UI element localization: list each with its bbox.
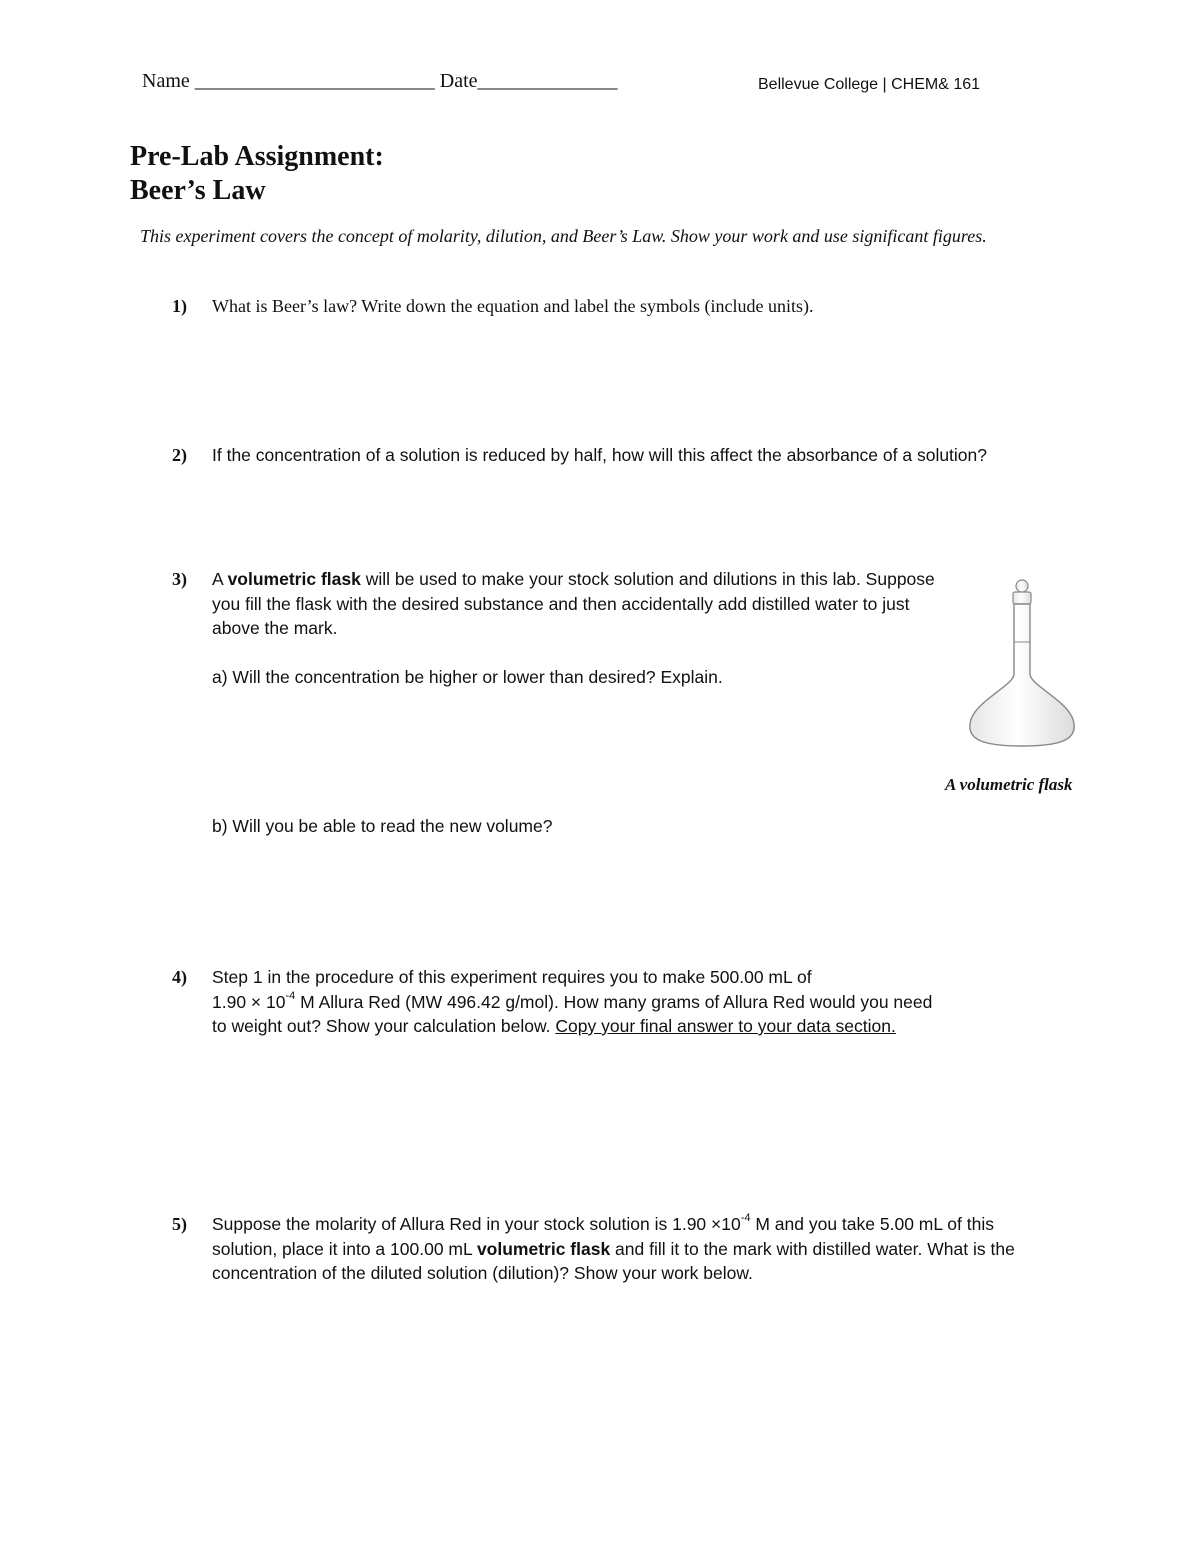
header-name-date (142, 70, 618, 93)
bold-term: volumetric flask (227, 569, 361, 589)
date-label: Date (439, 70, 478, 92)
question-text: If the concentration of a solution is reduced by half, how will this affect the absorbance of a solution? (212, 445, 988, 465)
question-3 (172, 567, 947, 641)
question-3b: b) Will you be able to read the new volume? (212, 816, 553, 836)
question-5 (172, 1212, 1052, 1286)
page-title: Pre-Lab Assignment: (130, 141, 384, 172)
question-1 (172, 294, 1072, 319)
name-label: Name (142, 70, 190, 92)
bold-term: volumetric flask (476, 1238, 611, 1259)
name-field[interactable]: ________________________ (194, 70, 435, 92)
question-text: Step 1 in the procedure of this experiment requires you to make 500.00 mL of $1.90 \times 10^{-4}$ M Allura Red (MW 496.42 g/mol). How many grams of Allura Red would you need to weight out? Show your calculation below. Copy your final answer to your data section. (212, 967, 933, 1036)
volumetric-flask-icon (962, 574, 1082, 750)
question-number: 1) (172, 296, 187, 316)
question-text: What is Beer’s law? Write down the equation and label the symbols (include units). (212, 296, 814, 316)
question-4 (172, 965, 1052, 1039)
date-field[interactable]: ______________ (477, 70, 618, 92)
question-text: Suppose the molarity of Allura Red in your stock solution is $1.90 \times 10^{-4}$ M and you take 5.00 mL of this solution, place it into a 100.00 mL volumetric flask and fill it to the mark with distilled water. What is the concentration of the diluted solution (dilution)? Show your work below. (212, 1212, 1015, 1283)
question-text: A volumetric flask will be used to make your stock solution and dilutions in this lab. Suppose you fill the flask with the desired substance and then accidentally add distilled water to just above the mark. (212, 569, 935, 638)
course-label: Bellevue College | CHEM& 161 (758, 76, 981, 93)
question-3a: a) Will the concentration be higher or lower than desired? Explain. (212, 667, 723, 687)
question-number: 5) (172, 1214, 187, 1234)
question-2 (172, 443, 1012, 468)
page-subtitle: Beer’s Law (130, 175, 266, 206)
underlined-instruction: Copy your final answer to your data section. (555, 1016, 896, 1036)
figure-caption: A volumetric flask (945, 775, 1073, 794)
question-number: 3) (172, 569, 187, 589)
intro-text: This experiment covers the concept of molarity, dilution, and Beer’s Law. Show your work and use significant figures. (140, 226, 987, 246)
question-number: 4) (172, 967, 187, 987)
question-number: 2) (172, 445, 187, 465)
